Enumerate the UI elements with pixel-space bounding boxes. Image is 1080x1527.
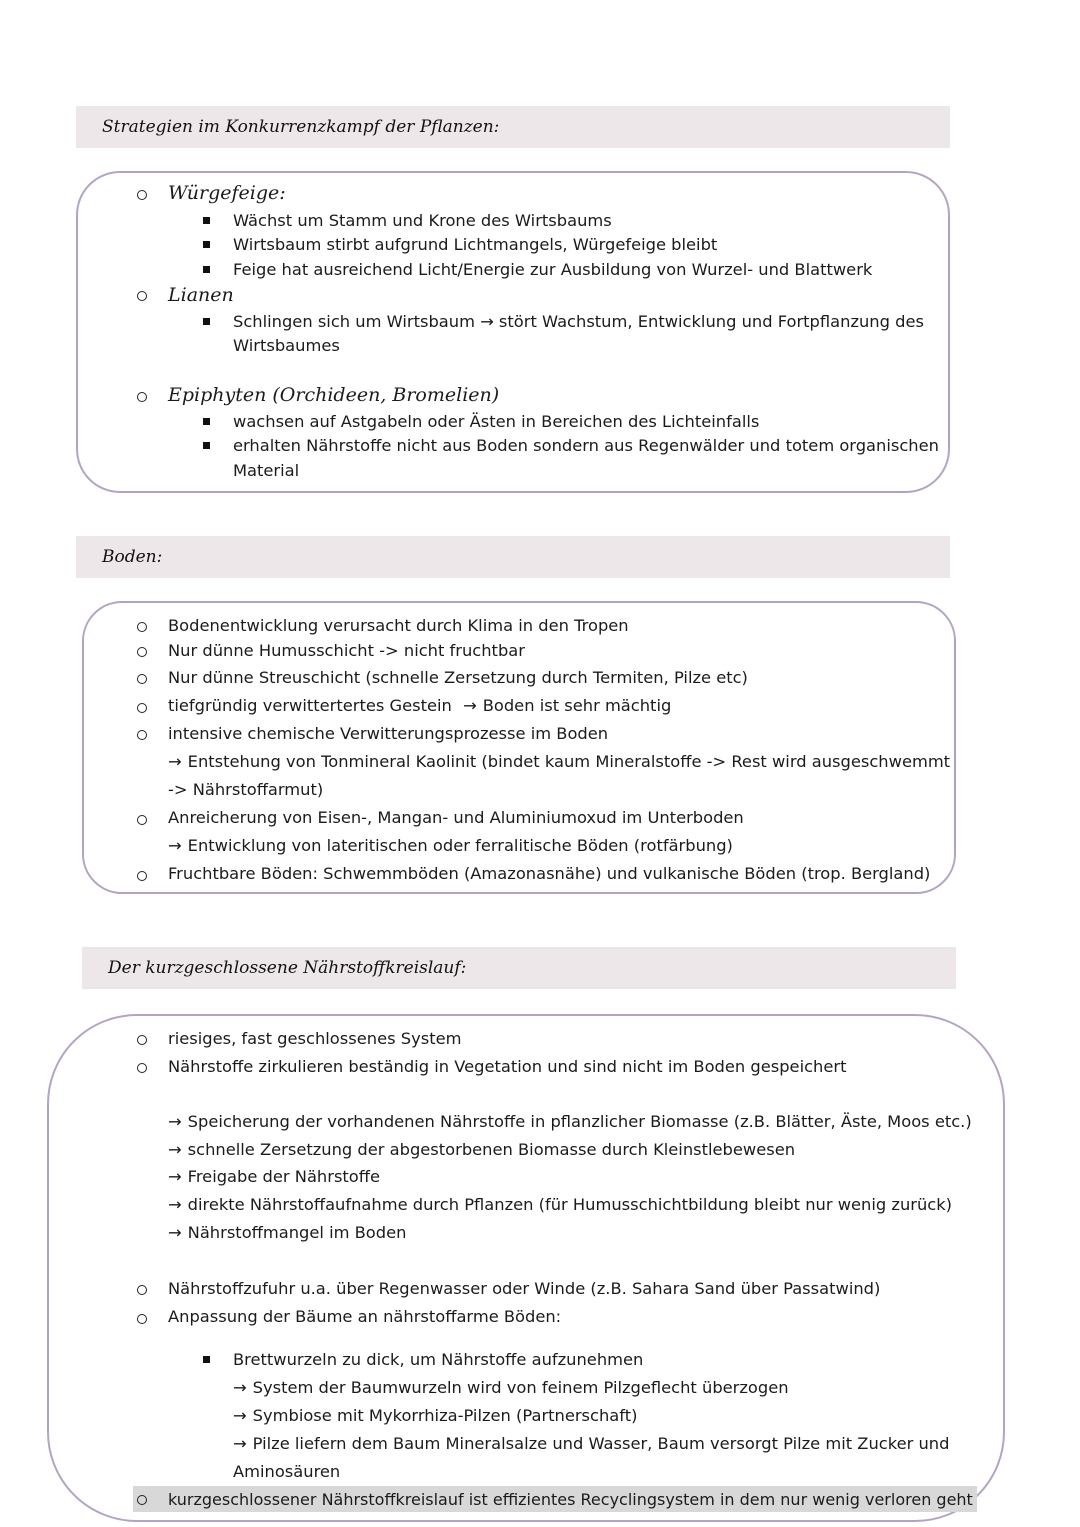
list-item: Brettwurzeln zu dick, um Nährstoffe aufzunehmen (233, 1350, 644, 1369)
bullet-circle (137, 647, 147, 657)
bullet-circle (137, 291, 147, 301)
list-item: intensive chemische Verwitterungsprozesse im Boden (168, 724, 609, 743)
bullet-circle (137, 730, 147, 740)
list-item-text: schnelle Zersetzung der abgestorbenen Biomasse durch Kleinstlebewesen (187, 1140, 796, 1159)
bullet-circle (137, 622, 147, 632)
list-item-sub (168, 1138, 795, 1162)
bullet-circle (137, 1495, 147, 1505)
list-item-sub (233, 1404, 637, 1428)
arrow-right-icon: → (233, 1434, 247, 1453)
list-item-sub (168, 1221, 406, 1245)
list-item: wachsen auf Astgabeln oder Ästen in Bereichen des Lichteinfalls (233, 412, 760, 431)
list-item: Schlingen sich um Wirtsbaum → stört Wachstum, Entwicklung und Fortpflanzung des (233, 312, 924, 331)
list-item: Anreicherung von Eisen-, Mangan- und Aluminiumoxud im Unterboden (168, 808, 744, 827)
section-title: Boden: (102, 547, 163, 567)
bullet-square (203, 266, 210, 273)
list-item-sub (168, 1110, 972, 1134)
list-item: Wirtsbaum stirbt aufgrund Lichtmangels, Würgefeige bleibt (233, 235, 718, 254)
list-item-text: System der Baumwurzeln wird von feinem Pilzgeflecht überzogen (252, 1378, 789, 1397)
section-header-naehrstoffkreislauf (82, 947, 956, 989)
list-item-text: Speicherung der vorhandenen Nährstoffe in pflanzlicher Biomasse (z.B. Blätter, Äste, Moos etc.) (187, 1112, 972, 1131)
list-item: Nur dünne Humusschicht -> nicht fruchtbar (168, 641, 525, 660)
bullet-circle (137, 1035, 147, 1045)
bullet-circle (137, 1285, 147, 1295)
section-title: Strategien im Konkurrenzkampf der Pflanzen: (102, 117, 500, 137)
arrow-right-icon: → (168, 1140, 182, 1159)
list-item: Fruchtbare Böden: Schwemmböden (Amazonasnähe) und vulkanische Böden (trop. Bergland) (168, 864, 931, 883)
list-item-text: Pilze liefern dem Baum Mineralsalze und Wasser, Baum versorgt Pilze mit Zucker und (252, 1434, 950, 1453)
item-title-epiphyten: Epiphyten (Orchideen, Bromelien) (168, 384, 500, 406)
list-item-continuation: Wirtsbaumes (233, 336, 340, 355)
list-item-highlighted: kurzgeschlossener Nährstoffkreislauf ist effizientes Recyclingsystem in dem nur wenig verloren geht (168, 1490, 973, 1509)
list-item-sub (168, 1193, 952, 1217)
bullet-circle (137, 392, 147, 402)
list-item-sub (168, 1165, 380, 1189)
arrow-right-icon: → (168, 1112, 182, 1131)
arrow-right-icon: → (168, 1167, 182, 1186)
list-item-text: Entwicklung von lateritischen oder ferralitische Böden (rotfärbung) (187, 836, 733, 855)
bullet-circle (137, 190, 147, 200)
list-item: Wächst um Stamm und Krone des Wirtsbaums (233, 211, 612, 230)
list-item: Feige hat ausreichend Licht/Energie zur Ausbildung von Wurzel- und Blattwerk (233, 260, 873, 279)
list-item: Nährstoffe zirkulieren beständig in Vegetation und sind nicht im Boden gespeichert (168, 1057, 847, 1076)
list-item: Anpassung der Bäume an nährstoffarme Böden: (168, 1307, 562, 1326)
arrow-right-icon: → (463, 696, 477, 715)
bullet-square (203, 442, 210, 449)
list-item-sub (168, 834, 733, 858)
bullet-circle (137, 674, 147, 684)
arrow-right-icon: → (168, 1223, 182, 1242)
list-item-continuation: -> Nährstoffarmut) (168, 780, 324, 799)
bullet-square (203, 241, 210, 248)
list-item-text: tiefgründig verwittertertes Gestein (168, 696, 452, 715)
list-item: Bodenentwicklung verursacht durch Klima in den Tropen (168, 616, 629, 635)
list-item-text: Symbiose mit Mykorrhiza-Pilzen (Partnerschaft) (252, 1406, 638, 1425)
list-item: riesiges, fast geschlossenes System (168, 1029, 462, 1048)
list-item: erhalten Nährstoffe nicht aus Boden sondern aus Regenwälder und totem organischen (233, 436, 939, 455)
arrow-right-icon: → (168, 836, 182, 855)
list-item-text: Freigabe der Nährstoffe (187, 1167, 381, 1186)
arrow-right-icon: → (168, 752, 182, 771)
section-title: Der kurzgeschlossene Nährstoffkreislauf: (108, 958, 467, 978)
bullet-square (203, 217, 210, 224)
list-item (168, 694, 671, 718)
arrow-right-icon: → (233, 1378, 247, 1397)
bullet-circle (137, 815, 147, 825)
list-item-text: Nährstoffmangel im Boden (187, 1223, 407, 1242)
section-header-konkurrenzkampf (76, 106, 950, 148)
bullet-circle (137, 1063, 147, 1073)
list-item-continuation: Material (233, 461, 300, 480)
list-item-sub (233, 1376, 789, 1400)
item-title-wuergefeige: Würgefeige: (168, 182, 286, 204)
list-item-text: direkte Nährstoffaufnahme durch Pflanzen (für Humusschichtbildung bleibt nur wenig zurück) (187, 1195, 953, 1214)
list-item-text: Boden ist sehr mächtig (482, 696, 672, 715)
bullet-circle (137, 871, 147, 881)
list-item-continuation: Aminosäuren (233, 1462, 341, 1481)
section-header-boden (76, 536, 950, 578)
list-item-text: Entstehung von Tonmineral Kaolinit (bindet kaum Mineralstoffe -> Rest wird ausgeschwemmt (187, 752, 951, 771)
item-title-lianen: Lianen (168, 284, 234, 306)
bullet-circle (137, 1314, 147, 1324)
bullet-square (203, 318, 210, 325)
bullet-square (203, 418, 210, 425)
bullet-square (203, 1356, 210, 1363)
list-item: Nur dünne Streuschicht (schnelle Zersetzung durch Termiten, Pilze etc) (168, 668, 748, 687)
list-item: Nährstoffzufuhr u.a. über Regenwasser oder Winde (z.B. Sahara Sand über Passatwind) (168, 1279, 881, 1298)
list-item-sub (233, 1432, 949, 1456)
list-item-sub (168, 750, 950, 774)
bullet-circle (137, 703, 147, 713)
arrow-right-icon: → (168, 1195, 182, 1214)
arrow-right-icon: → (233, 1406, 247, 1425)
